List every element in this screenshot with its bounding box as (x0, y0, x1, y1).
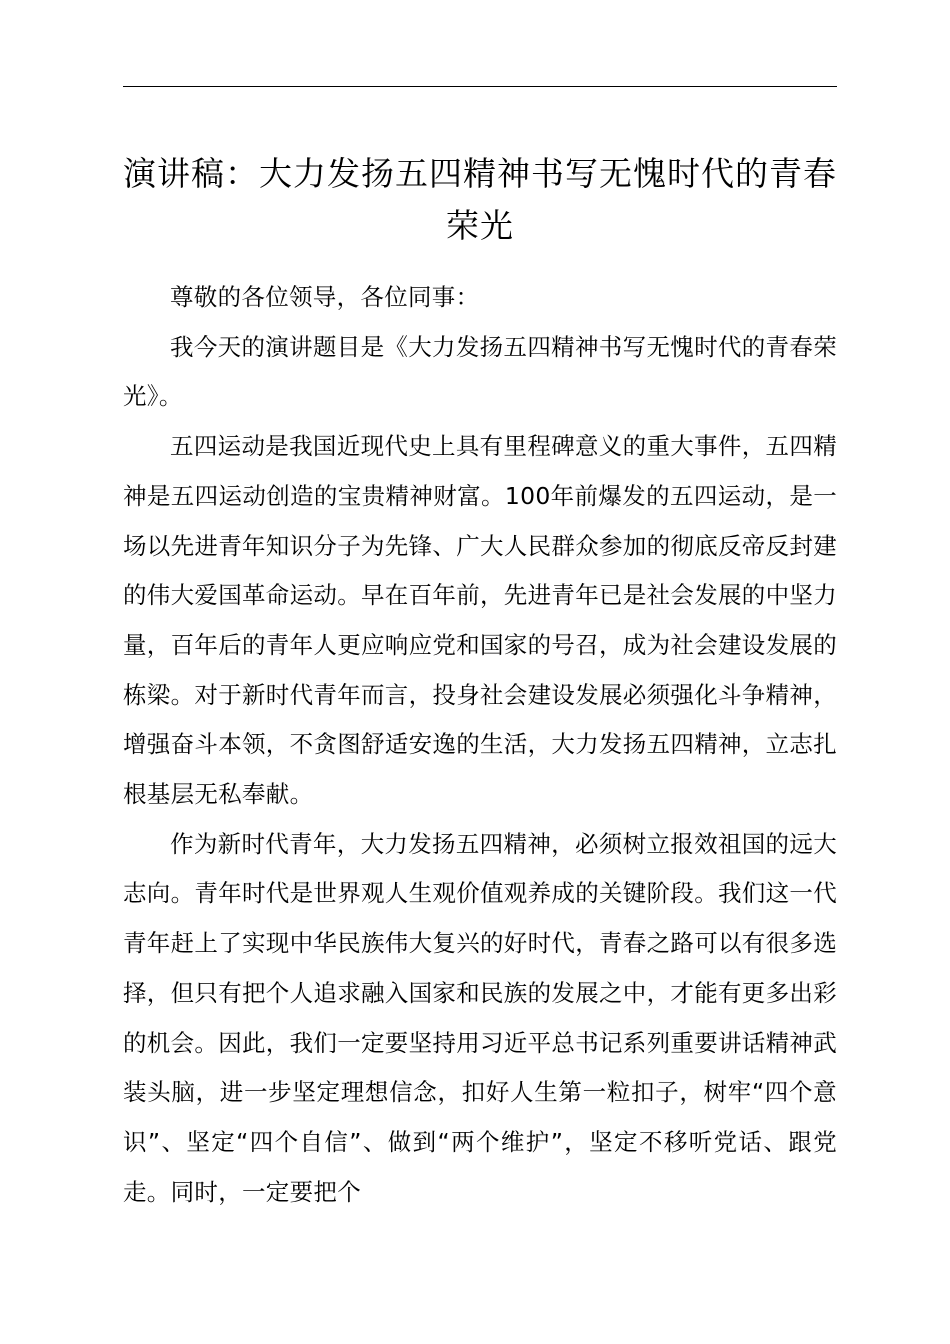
body-paragraph: 作为新时代青年，大力发扬五四精神，必须树立报效祖国的远大志向。青年时代是世界观人生观价值观养成的关键阶段。我们这一代青年赶上了实现中华民族伟大复兴的好时代，青春之路可以有很多选择，但只有把个人追求融入国家和民族的发展之中，才能有更多出彩的机会。因此，我们一定要坚持用习近平总书记系列重要讲话精神武装头脑，进一步坚定理想信念，扣好人生第一粒扣子，树牢“四个意识”、坚定“四个自信”、做到“两个维护”，坚定不移听党话、跟党走。同时，一定要把个 (123, 829, 837, 1206)
header-rule (123, 86, 837, 87)
body-paragraph: 五四运动是我国近现代史上具有里程碑意义的重大事件，五四精神是五四运动创造的宝贵精神财富。100年前爆发的五四运动，是一场以先进青年知识分子为先锋、广大人民群众参加的彻底反帝反封建的伟大爱国革命运动。早在百年前，先进青年已是社会发展的中坚力量，百年后的青年人更应响应党和国家的号召，成为社会建设发展的栋梁。对于新时代青年而言，投身社会建设发展必须强化斗争精神，增强奋斗本领，不贪图舒适安逸的生活，大力发扬五四精神，立志扎根基层无私奉献。 (123, 432, 837, 809)
salutation-paragraph: 尊敬的各位领导，各位同事： (170, 283, 480, 311)
topic-paragraph: 我今天的演讲题目是《大力发扬五四精神书写无愧时代的青春荣光》。 (123, 332, 837, 411)
document-body (123, 273, 837, 1217)
document-title: 演讲稿：大力发扬五四精神书写无愧时代的青春荣光 (123, 154, 837, 245)
